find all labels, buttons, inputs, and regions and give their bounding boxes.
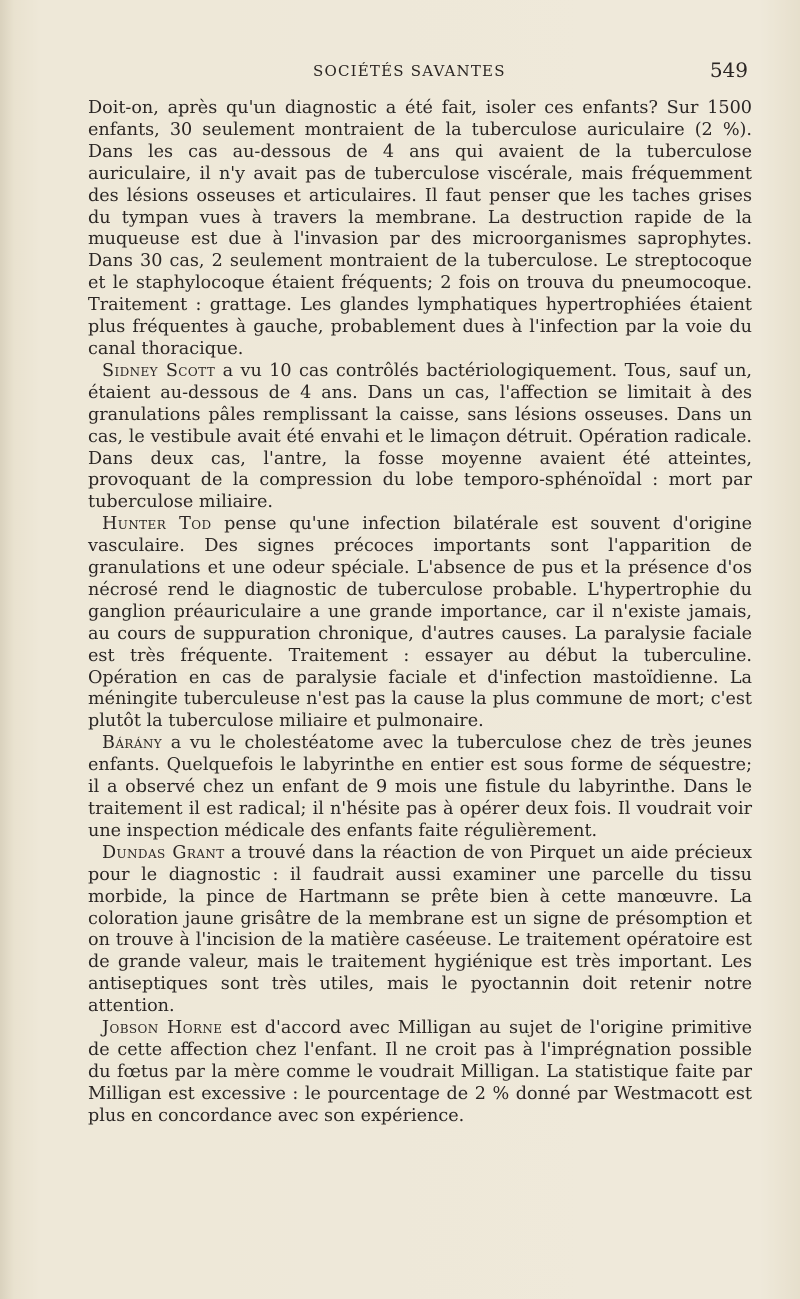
running-head: SOCIÉTÉS SAVANTES [313, 62, 506, 80]
paragraph-jobson-horne [88, 1018, 752, 1128]
paragraph-hunter-tod [88, 514, 752, 733]
paragraph-text: a vu 10 cas contrôlés bactériologiquement. Tous, sauf un, étaient au-dessous de 4 ans. Dans un cas, l'affection se limitait à des granulations pâles remplissant la caisse, sans lésions osseuses. Dans un cas, le vestibule avait été envahi et le limaçon détruit. Opération radicale. Dans deux cas, l'antre, la fosse moyenne avaient été atteintes, provoquant de la compression du lobe temporo-sphénoïdal : mort par tuberculose miliaire. [88, 360, 752, 513]
author-name: Dundas Grant [102, 842, 225, 863]
author-name: Hunter Tod [102, 514, 212, 535]
page-header [88, 58, 748, 88]
author-name: Bárány [102, 733, 163, 754]
paragraph-sidney-scott [88, 361, 752, 514]
paragraph-text: Doit-on, après qu'un diagnostic a été fait, isoler ces enfants? Sur 1500 enfants, 30 seulement montraient de la tuberculose auriculaire (2 %). Dans les cas au-dessous de 4 ans qui avaient de la tuberculose auriculaire, il n'y avait pas de tuberculose viscérale, mais fréquemment des lésions osseuses et articulaires. Il faut penser que les taches grises du tympan vues à travers la membrane. La destruction rapide de la muqueuse est due à l'invasion par des microorganismes saprophytes. Dans 30 cas, 2 seulement montraient de la tuberculose. Le streptocoque et le staphylocoque étaient fréquents; 2 fois on trouva du pneumocoque. Traitement : grattage. Les glandes lymphatiques hypertrophiées étaient plus fréquentes à gauche, probablement dues à l'infection par la voie du canal thoracique. [88, 98, 752, 359]
article-body [88, 98, 752, 1128]
paragraph-text: est d'accord avec Milligan au sujet de l'origine primitive de cette affection chez l'enfant. Il ne croit pas à l'imprégnation possible du fœtus par la mère comme le voudrait Milligan. La statistique faite par Milligan est excessive : le pourcentage de 2 % donné par Westmacott est plus en concordance avec son expérience. [88, 1018, 752, 1126]
paragraph-text: a trouvé dans la réaction de von Pirquet un aide précieux pour le diagnostic : il faudrait aussi examiner une parcelle du tissu morbide, la pince de Hartmann se prête bien à cette manœuvre. La coloration jaune grisâtre de la membrane est un signe de présomption et on trouve à l'incision de la matière caséeuse. Le traitement opératoire est de grande valeur, mais le traitement hygiénique est très important. Les antiseptiques sont très utiles, mais le pyoctannin doit retenir notre attention. [88, 842, 752, 1017]
author-name: Sidney Scott [102, 360, 216, 381]
paragraph-text: a vu le cholestéatome avec la tuberculose chez de très jeunes enfants. Quelquefois le labyrinthe en entier est sous forme de séquestre; il a observé chez un enfant de 9 mois une fistule du labyrinthe. Dans le traitement il est radical; il n'hésite pas à opérer deux fois. Il voudrait voir une inspection médicale des enfants faite régulièrement. [88, 733, 752, 841]
page-number: 549 [709, 58, 748, 82]
author-name: Jobson Horne [102, 1018, 223, 1039]
paragraph-text: pense qu'une infection bilatérale est souvent d'origine vasculaire. Des signes précoces importants sont l'apparition de granulations et une odeur spéciale. L'absence de pus et la présence d'os nécrosé rend le diagnostic de tuberculose probable. L'hypertrophie du ganglion préauriculaire a une grande importance, car il n'existe jamais, au cours de suppuration chronique, d'autres causes. La paralysie faciale est très fréquente. Traitement : essayer au début la tuberculine. Opération en cas de paralysie faciale et d'infection mastoïdienne. La méningite tuberculeuse n'est pas la cause la plus commune de mort; c'est plutôt la tuberculose miliaire et pulmonaire. [88, 514, 752, 732]
paragraph-1 [88, 98, 752, 361]
paragraph-barany [88, 733, 752, 843]
paragraph-dundas-grant [88, 843, 752, 1018]
